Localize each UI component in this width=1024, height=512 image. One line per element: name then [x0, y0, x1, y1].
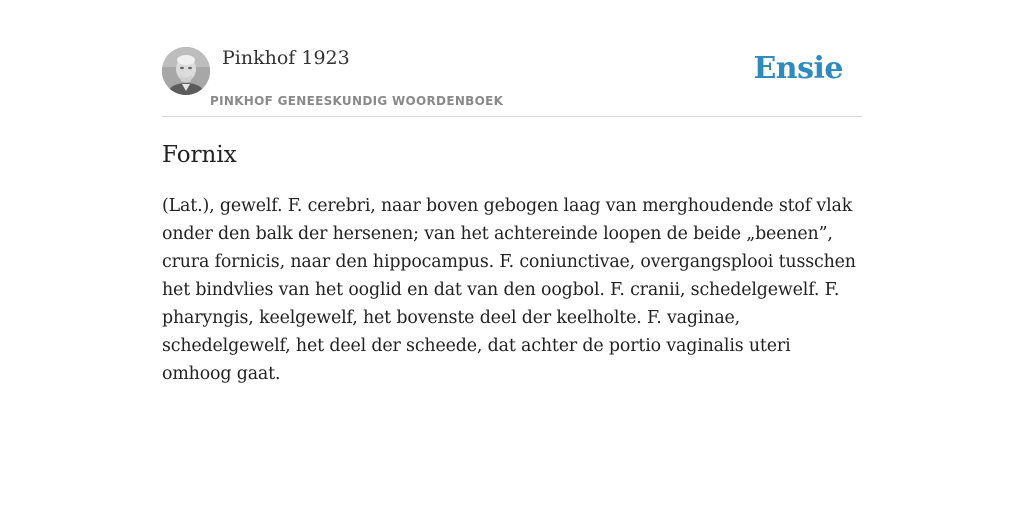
portrait-photo-icon — [162, 47, 210, 95]
entry-title: Fornix — [162, 142, 237, 168]
source-header — [162, 0, 862, 117]
entry-definition: (Lat.), gewelf. F. cerebri, naar boven gebogen laag van merghoudende stof vlak onder den balk der hersenen; van het achtereinde loopen de beide „beenen”, crura fornicis, naar den hippocampus. F. coniunctivae, overgangsplooi tusschen het bindvlies van het ooglid en dat van den oogbol. F. cranii, schedelgewelf. F. pharyngis, keelgewelf, het bovenste deel der keelholte. F. vaginae, schedelgewelf, het deel der scheede, dat achter de portio vaginalis uteri omhoog gaat. — [162, 196, 856, 384]
source-subtitle: PINKHOF GENEESKUNDIG WOORDENBOEK — [210, 94, 504, 108]
avatar[interactable] — [162, 47, 210, 95]
brand-logo-link[interactable]: Ensie — [753, 51, 843, 86]
source-title[interactable]: Pinkhof 1923 — [222, 47, 350, 69]
page — [162, 0, 862, 512]
